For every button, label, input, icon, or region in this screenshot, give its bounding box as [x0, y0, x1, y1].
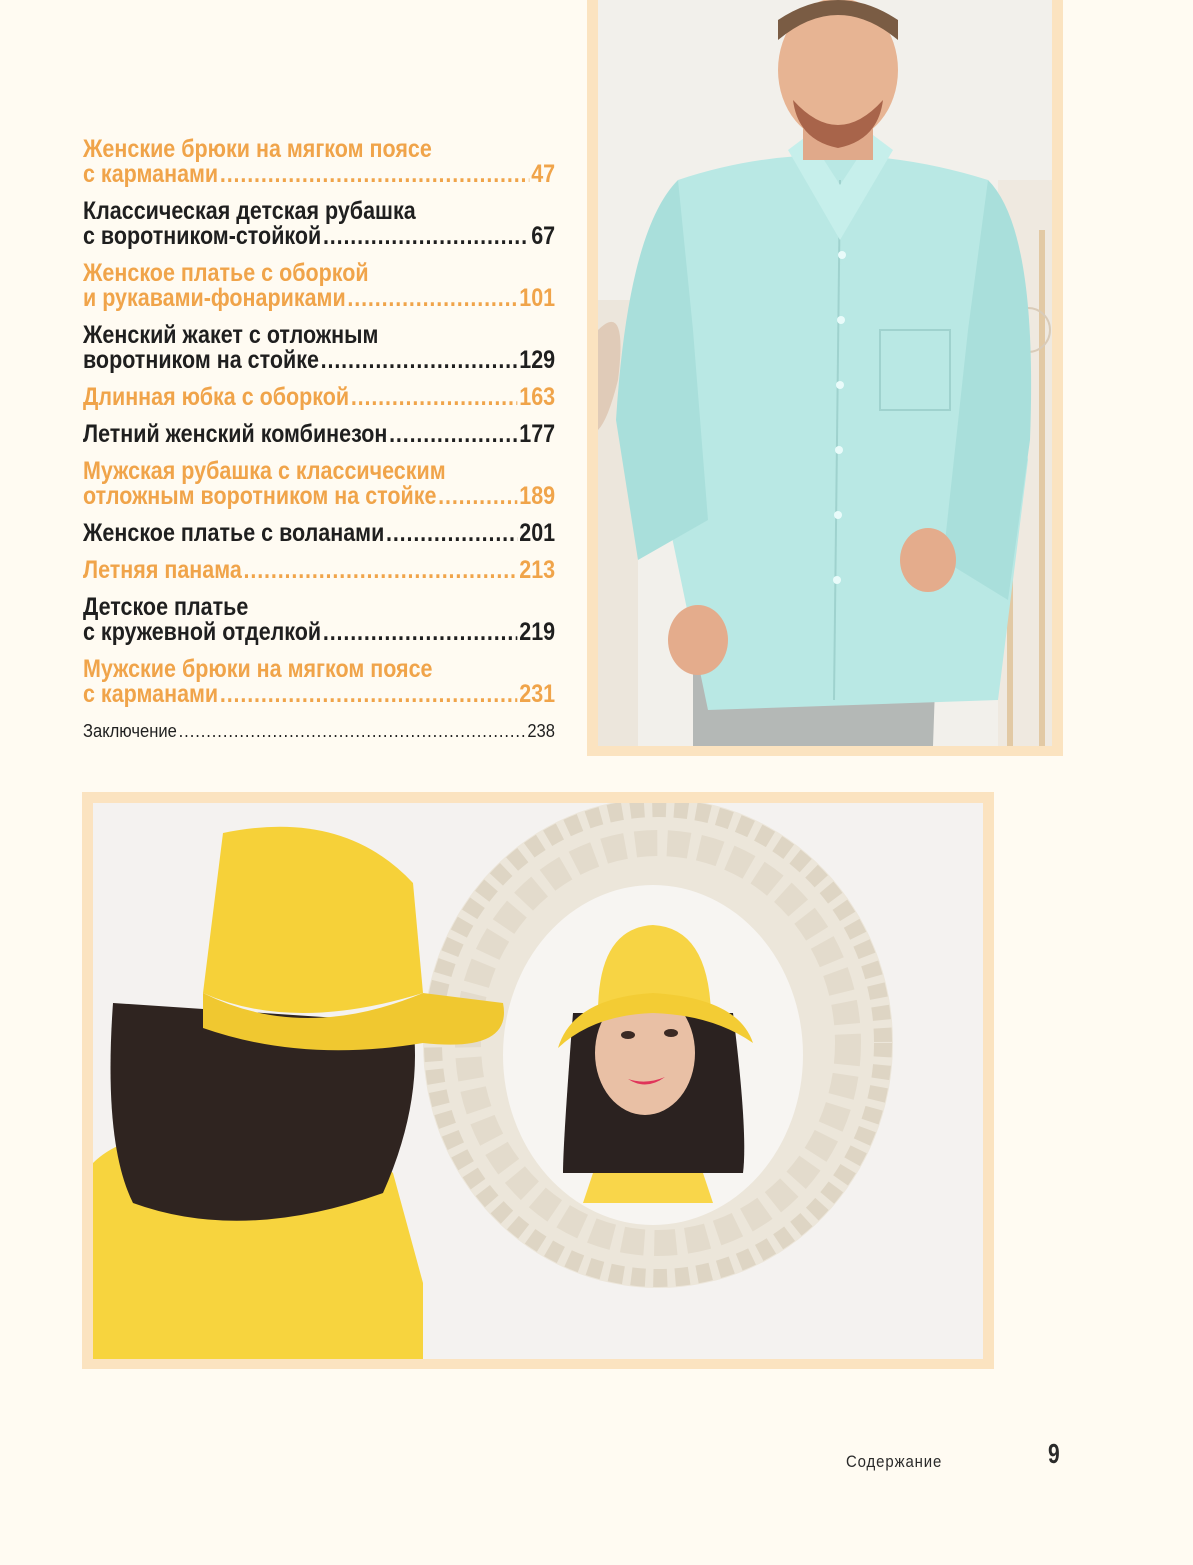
toc-entry-page: 101 — [519, 284, 556, 312]
toc-entry-title: с карманами — [83, 680, 219, 708]
toc-leader-dots — [389, 422, 517, 447]
toc-leader-dots — [244, 558, 518, 583]
toc-entry-page: 213 — [519, 556, 556, 584]
toc-entry-page: 189 — [519, 482, 556, 510]
toc-entry[interactable] — [83, 422, 555, 447]
toc-entry-title: Длинная юбка с оборкой — [83, 383, 350, 411]
table-of-contents — [83, 137, 555, 741]
toc-entry-title-line: Классическая детская рубашка — [83, 197, 416, 225]
toc-entry-page: 129 — [519, 346, 556, 374]
toc-leader-dots — [386, 521, 518, 546]
toc-entry-title: отложным воротником на стойке — [83, 482, 437, 510]
toc-entry-title: с кружевной отделкой — [83, 618, 322, 646]
toc-entry-title-line: Мужская рубашка с классическим — [83, 457, 446, 485]
mirror-photo — [93, 803, 983, 1359]
toc-entry-title-line: Мужские брюки на мягком поясе — [83, 655, 433, 683]
toc-entry[interactable] — [83, 137, 555, 187]
toc-entry-title: Летняя панама — [83, 556, 242, 584]
toc-entry[interactable] — [83, 558, 555, 583]
toc-entry-page: 163 — [519, 383, 556, 411]
toc-leader-dots — [220, 682, 518, 707]
toc-entry-page: 231 — [519, 680, 556, 708]
toc-leader-dots — [323, 224, 530, 249]
toc-entry-page: 67 — [531, 222, 556, 250]
toc-entry[interactable] — [83, 459, 555, 509]
toc-entry[interactable] — [83, 199, 555, 249]
toc-leader-dots — [351, 385, 518, 410]
toc-entry-conclusion[interactable] — [83, 721, 555, 741]
footer-section-label: Содержание — [846, 1452, 943, 1471]
man-shirt-illustration — [598, 0, 1052, 746]
toc-leader-dots — [323, 620, 518, 645]
toc-entry-title-line: Женские брюки на мягком поясе — [83, 135, 432, 163]
toc-entry-page: 201 — [519, 519, 556, 547]
toc-entry-page: 219 — [519, 618, 556, 646]
toc-entry[interactable] — [83, 595, 555, 645]
page-number: 9 — [1048, 1438, 1060, 1469]
toc-entry-title-line: Женский жакет с отложным — [83, 321, 379, 349]
toc-entry[interactable] — [83, 385, 555, 410]
mirror-illustration — [93, 803, 983, 1359]
toc-entry-title: с воротником-стойкой — [83, 222, 322, 250]
toc-list — [83, 137, 555, 707]
toc-entry[interactable] — [83, 657, 555, 707]
man-shirt-photo — [598, 0, 1052, 746]
toc-leader-dots — [438, 484, 517, 509]
toc-entry-title-line: Детское платье — [83, 593, 249, 621]
toc-leader-dots — [179, 721, 526, 741]
toc-entry-page: 238 — [527, 721, 555, 741]
toc-entry-title-line: Женское платье с оборкой — [83, 259, 369, 287]
toc-entry[interactable] — [83, 261, 555, 311]
toc-entry-page: 47 — [531, 160, 556, 188]
toc-entry[interactable] — [83, 521, 555, 546]
toc-leader-dots — [321, 348, 518, 373]
toc-entry-title: воротником на стойке — [83, 346, 319, 374]
toc-leader-dots — [220, 162, 530, 187]
toc-entry-title: Летний женский комбинезон — [83, 420, 388, 448]
toc-leader-dots — [347, 286, 517, 311]
toc-entry-title: и рукавами-фонариками — [83, 284, 346, 312]
toc-entry-title: Заключение — [83, 721, 177, 741]
toc-entry-page: 177 — [519, 420, 556, 448]
toc-entry-title: Женское платье с воланами — [83, 519, 385, 547]
toc-entry-title: с карманами — [83, 160, 219, 188]
toc-entry[interactable] — [83, 323, 555, 373]
